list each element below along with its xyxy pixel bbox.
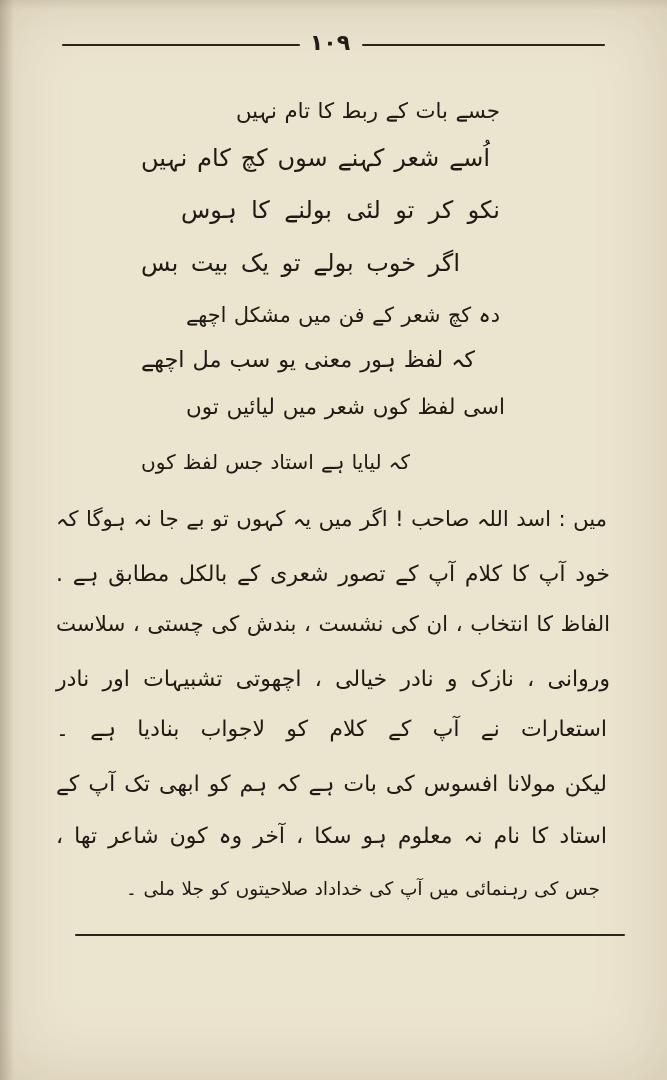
verse-text: دہ کچ شعر کے فن میں مشکل اچھے [186,303,500,327]
prose-line [55,817,607,857]
verse-line [140,340,475,380]
verse-line [235,92,500,132]
verse-line [140,138,490,178]
prose-line [55,605,610,645]
verse-text: اگر خوب بولے تو یک بیت بس [141,249,460,277]
page-number: ۱۰۹ [309,31,351,56]
verse-line [185,388,505,428]
verse-text: کہ لیایا ہے استاد جس لفظ کوں [141,450,410,474]
prose-line [55,710,607,750]
prose-text: جس کی رہنمائی میں آپ کی خداداد صلاحیتوں کو جلا ملی ۔ [126,879,600,900]
prose-line [125,870,600,910]
verse-line [180,190,500,230]
prose-line [55,765,607,805]
verse-text: اسی لفظ کوں شعر میں لیائیں توں [186,395,505,420]
footer-rule [75,934,625,936]
verse-text: کہ لفظ ہور معنی یو سب مل اچھے [141,347,475,373]
verse-text: اُسے شعر کہنے سوں کچ کام نہیں [141,144,490,172]
prose-text: وروانی ، نازک و نادر خیالی ، اچھوتی تشبیہات اور نادر [56,667,610,692]
header-rule-right [362,44,605,46]
verse-line [185,295,500,335]
prose-line [55,555,610,595]
prose-text: لیکن مولانا افسوس کی بات ہے کہ ہم کو ابھی تک آپ کے [56,772,607,797]
prose-text: استعارات نے آپ کے کلام کو لاجواب بنادیا ہے ۔ [56,717,607,742]
header-rule-left [62,44,300,46]
verse-line [140,442,410,482]
prose-line [55,500,607,540]
prose-text: الفاظ کا انتخاب ، ان کی نشست ، بندش کی چستی ، سلاست [56,612,610,637]
verse-text: جسے بات کے ربط کا تام نہیں [236,99,500,124]
prose-text: میں : اسد اللہ صاحب ! اگر میں یہ کہوں تو بے جا نہ ہوگا کہ [56,507,607,532]
prose-text: استاد کا نام نہ معلوم ہو سکا ، آخر وہ کون شاعر تھا ، [56,824,607,849]
verse-text: نکو کر تو لئی بولنے کا ہوس [181,196,500,224]
prose-text: خود آپ کا کلام آپ کے تصور شعری کے بالکل مطابق ہے . [56,562,610,587]
prose-line [55,660,610,700]
verse-line [140,243,460,283]
